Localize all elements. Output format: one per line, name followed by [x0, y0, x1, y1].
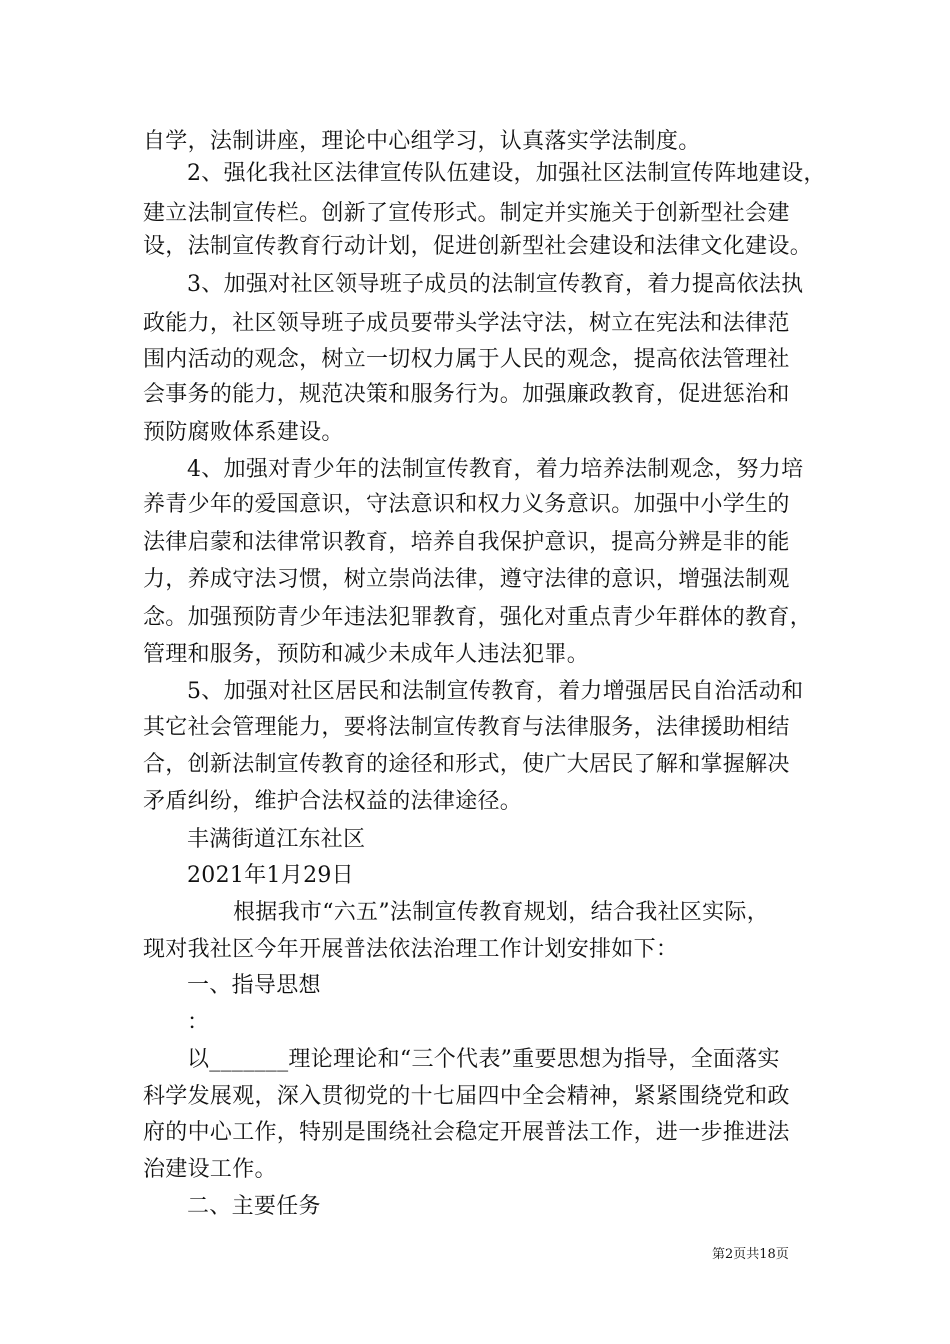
text-line: 养青少年的爱国意识，守法意识和权力义务意识。加强中小学生的 [143, 492, 790, 517]
text-line: 3、加强对社区领导班子成员的法制宣传教育，着力提高依法执 [187, 272, 804, 297]
text-line: 念。加强预防青少年违法犯罪教育，强化对重点青少年群体的教育， [143, 605, 813, 630]
text-line: 4、加强对青少年的法制宣传教育，着力培养法制观念，努力培 [187, 457, 804, 482]
section-heading: 一、指导思想 [187, 973, 321, 998]
signature-org: 丰满街道江东社区 [187, 827, 366, 852]
page-number: 第2页共18页 [712, 1247, 789, 1262]
text-line: 力，养成守法习惯，树立崇尚法律，遵守法律的意识，增强法制观 [143, 567, 790, 592]
signature-date: 2021年1月29日 [187, 863, 354, 888]
text-line: 5、加强对社区居民和法制宣传教育，着力增强居民自治活动和 [187, 679, 804, 704]
text-line: 政能力，社区领导班子成员要带头学法守法，树立在宪法和法律范 [143, 311, 790, 336]
text-line: 矛盾纠纷，维护合法权益的法律途径。 [143, 789, 523, 814]
text-line: 会事务的能力，规范决策和服务行为。加强廉政教育，促进惩治和 [143, 382, 790, 407]
text-line: 府的中心工作，特别是围绕社会稳定开展普法工作，进一步推进法 [143, 1120, 790, 1145]
text-line: 自学，法制讲座，理论中心组学习，认真落实学法制度。 [143, 129, 701, 154]
text-line: 治建设工作。 [143, 1157, 277, 1182]
section-heading: 二、主要任务 [187, 1194, 321, 1219]
text-line: 围内活动的观念，树立一切权力属于人民的观念，提高依法管理社 [143, 347, 790, 372]
text-line: 科学发展观，深入贯彻党的十七届四中全会精神，紧紧围绕党和政 [143, 1084, 790, 1109]
text-line: 管理和服务，预防和减少未成年人违法犯罪。 [143, 642, 590, 667]
text-line: 法律启蒙和法律常识教育，培养自我保护意识，提高分辨是非的能 [143, 530, 790, 555]
text-line: 建立法制宣传栏。创新了宣传形式。制定并实施关于创新型社会建 [143, 201, 790, 226]
text-line: 合，创新法制宣传教育的途径和形式，使广大居民了解和掌握解决 [143, 752, 790, 777]
text-line: 现对我社区今年开展普法依法治理工作计划安排如下： [143, 937, 679, 962]
text-line: 根据我市“六五”法制宣传教育规划，结合我社区实际， [233, 900, 769, 925]
text-line: 其它社会管理能力，要将法制宣传教育与法律服务，法律援助相结 [143, 715, 790, 740]
text-line: 以_______理论理论和“三个代表”重要思想为指导，全面落实 [187, 1047, 780, 1072]
text-line: 2、强化我社区法律宣传队伍建设，加强社区法制宣传阵地建设， [187, 161, 826, 186]
text-line: ： [187, 1010, 210, 1035]
text-line: 预防腐败体系建设。 [143, 420, 344, 445]
text-line: 设，法制宣传教育行动计划，促进创新型社会建设和法律文化建设。 [143, 234, 813, 259]
